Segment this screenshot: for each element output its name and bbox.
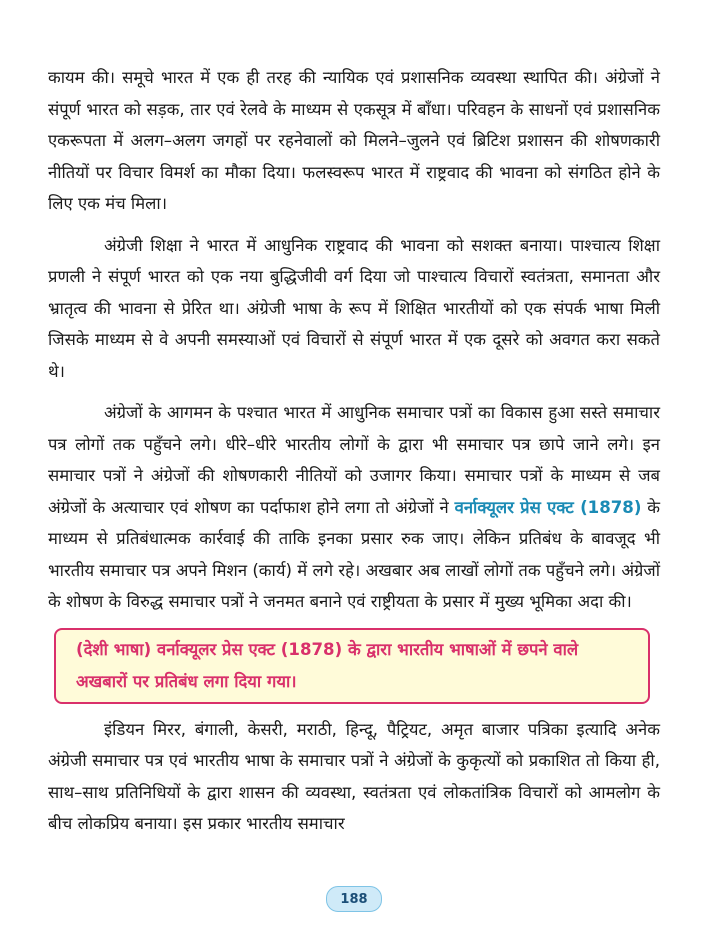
paragraph-2: अंग्रेजी शिक्षा ने भारत में आधुनिक राष्ट्रवाद की भावना को सशक्त बनाया। पाश्चात्य शिक्षा प्रणली ने संपूर्ण भारत को एक नया बुद्धिजीवी वर्ग दिया जो पाश्चात्य विचारों स्वतंत्रता, समानता और भ्रातृत्व की भावना से प्रेरित था। अंग्रेजी भाषा के रूप में शिक्षित भारतीयों को एक संपर्क भाषा मिली जिसके माध्यम से वे अपनी समस्याओं एवं विचारों से संपूर्ण भारत में एक दूसरे को अवगत करा सकते थे।	[48, 235, 660, 381]
page-number-badge: 188	[326, 886, 382, 912]
paragraph-3	[48, 397, 660, 618]
paragraph-3-text-a: अंग्रेजों के आगमन के पश्चात भारत में आधुनिक समाचार पत्रों का विकास हुआ सस्ते समाचार पत्र लोगों तक पहुँचने लगे। धीरे–धीरे भारतीय लोगों के द्वारा भी समाचार पत्र छापे जाने लगे। इन समाचार पत्रों ने अंग्रेजों की शोषणकारी नीतियों को उजागर किया। समाचार पत्रों के माध्यम से जब अंग्रेजों के अत्याचार एवं शोषण का पर्दाफाश होने लगा तो अंग्रेजों ने	[48, 403, 660, 517]
paragraph-3-text-b: के माध्यम से प्रतिबंधात्मक कार्रवाई की ताकि इनका प्रसार रुक जाए। लेकिन प्रतिबंध के बावजूद भी भारतीय समाचार पत्र अपने मिशन (कार्य) में लगे रहे। अखबार अब लाखों लोगों तक पहुँचने लगे। अंग्रेजों के शोषण के विरुद्ध समाचार पत्रों ने जनमत बनाने एवं राष्ट्रीयता के प्रसार में मुख्य भूमिका अदा की।	[48, 497, 660, 611]
paragraph-4: इंडियन मिरर, बंगाली, केसरी, मराठी, हिन्दू, पैट्रियट, अमृत बाजार पत्रिका इत्यादि अनेक अंग्रेजी समाचार पत्र एवं भारतीय भाषा के समाचार पत्रों ने अंग्रेजों के कुकृत्यों को प्रकाशित तो किया ही, साथ–साथ प्रतिनिधियों के द्वारा शासन की व्यवस्था, स्वतंत्रता एवं लोकतांत्रिक विचारों को आमलोग के बीच लोकप्रिय बनाया। इस प्रकार भारतीय समाचार	[48, 719, 660, 833]
paragraph-1: कायम की। समूचे भारत में एक ही तरह की न्यायिक एवं प्रशासनिक व्यवस्था स्थापित की। अंग्रेजों ने संपूर्ण भारत को सड़क, तार एवं रेलवे के माध्यम से एकसूत्र में बाँधा। परिवहन के साधनों एवं प्रशासनिक एकरूपता में अलग–अलग जगहों पर रहनेवालों को मिलने–जुलने एवं ब्रिटिश प्रशासन की शोषणकारी नीतियों पर विचार विमर्श का मौका दिया। फलस्वरूप भारत में राष्ट्रवाद की भावना को संगठित होने के लिए एक मंच मिला।	[48, 68, 660, 213]
press-act-highlight: वर्नाक्यूलर प्रेस एक्ट (1878)	[454, 497, 642, 517]
highlight-callout-box: (देशी भाषा) वर्नाक्यूलर प्रेस एक्ट (1878) के द्वारा भारतीय भाषाओं में छपने वाले अखबारों पर प्रतिबंध लगा दिया गया।	[54, 628, 650, 704]
page-body	[48, 62, 660, 850]
